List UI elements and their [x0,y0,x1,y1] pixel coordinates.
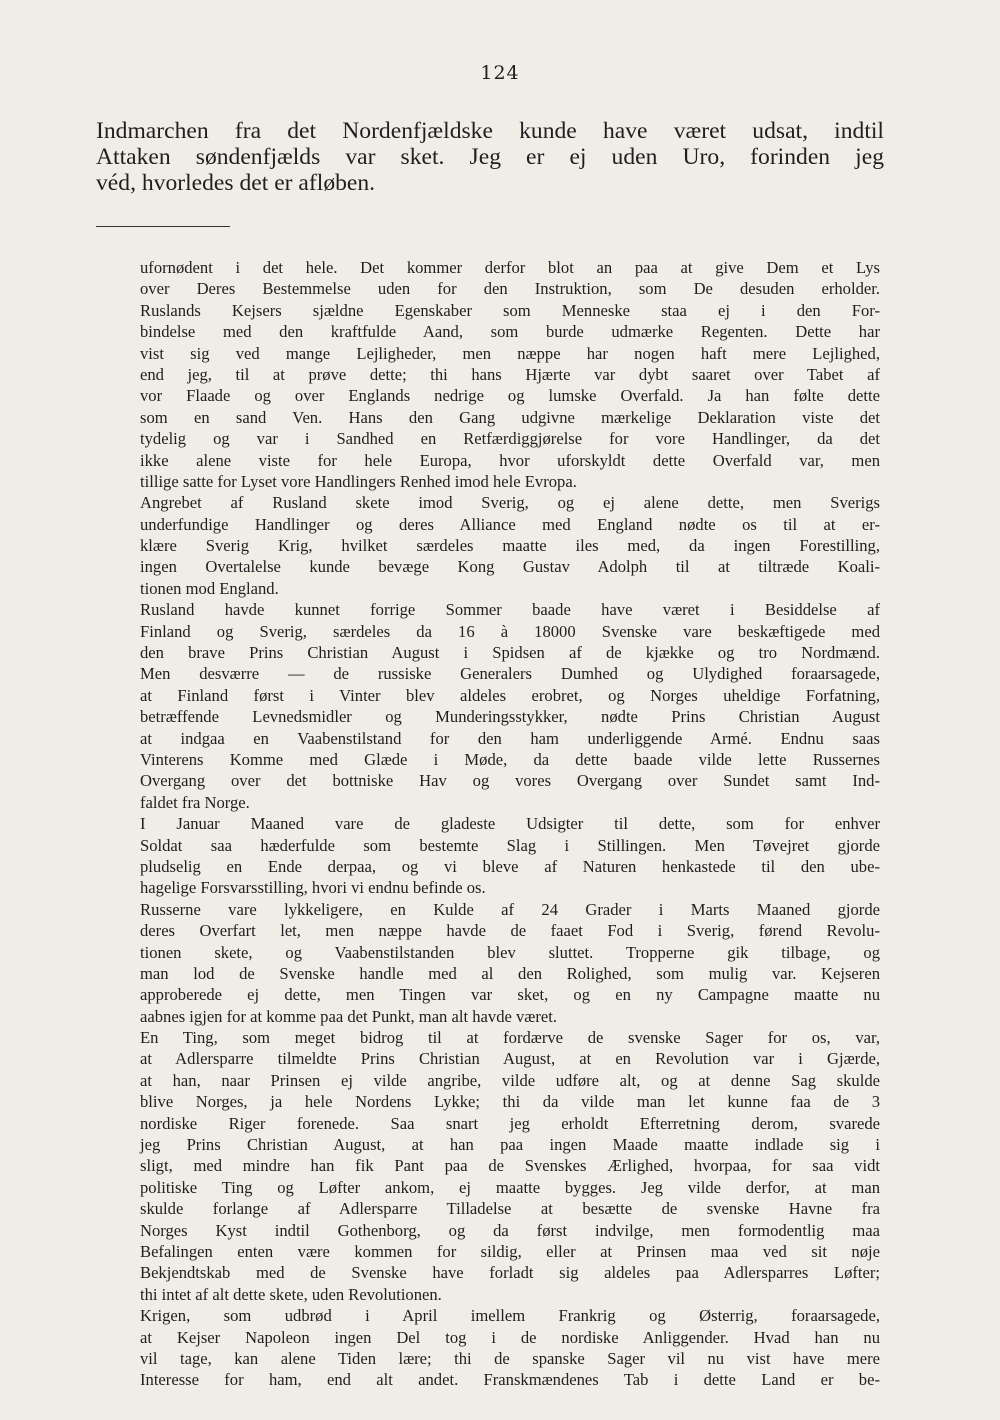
text-line: Attaken søndenfjælds var sket. Jeg er ej uden Uro, forinden jeg [96,144,884,170]
text-line: at Finland først i Vinter blev aldeles erobret, og Norges uheldige Forfatning, [140,685,880,705]
text-line: blive Norges, ja hele Nordens Lykke; thi da vilde man let kunne faa de 3 [140,1092,880,1112]
text-line: Men desværre — de russiske Generalers Dumhed og Ulydighed foraarsagede, [140,664,880,684]
text-line: Ruslands Kejsers sjældne Egenskaber som Menneske staa ej i den For- [140,300,880,320]
text-line: at han, naar Prinsen ej vilde angribe, vilde udføre alt, og at denne Sag skulde [140,1070,880,1090]
text-line: at Adlersparre tilmeldte Prins Christian August, at en Revolution var i Gjærde, [140,1049,880,1069]
text-line: bindelse med den kraftfulde Aand, som burde udmærke Regenten. Dette har [140,322,880,342]
text-line: pludselig en Ende derpaa, og vi bleve af Naturen henkastede til den ube- [140,856,880,876]
text-line: Vinterens Komme med Glæde i Møde, da dette baade vilde lette Russernes [140,749,880,769]
text-line: den brave Prins Christian August i Spidsen af de kjække og tro Nordmænd. [140,643,880,663]
text-line: sligt, med mindre han fik Pant paa de Svenskes Ærlighed, hvorpaa, for saa vidt [140,1156,880,1176]
text-line: man lod de Svenske handle med al den Rolighed, som mulig var. Kejseren [140,963,880,983]
text-line: aabnes igjen for at komme paa det Punkt, man alt havde været. [140,1006,558,1026]
text-line: vil tage, kan alene Tiden lære; thi de spanske Sager vil nu vist have mere [140,1348,880,1368]
page-number: 124 [480,62,520,84]
text-line: ufornødent i det hele. Det kommer derfor blot an paa at give Dem et Lys [140,258,880,277]
text-line: Angrebet af Rusland skete imod Sverig, og ej alene dette, men Sverigs [140,493,880,513]
text-line: end jeg, til at prøve dette; thi hans Hjærte var dybt saaret over Tabet af [140,364,880,384]
text-line: vor Flaade og over Englands nedrige og lumske Overfald. Ja han følte dette [140,386,880,406]
text-line: Interesse for ham, end alt andet. Franskmændenes Tab i dette Land er be- [140,1370,880,1390]
text-line: nordiske Riger forenede. Saa snart jeg erholdt Efterretning derom, svarede [140,1113,880,1133]
text-line: En Ting, som meget bidrog til at fordærve de svenske Sager for os, var, [140,1028,880,1048]
text-line: jeg Prins Christian August, at han paa ingen Maade maatte indlade sig i [140,1135,880,1155]
text-line: som en sand Ven. Hans den Gang udgivne mærkelige Deklaration viste det [140,407,880,427]
text-line: Rusland havde kunnet forrige Sommer baade have været i Besiddelse af [140,600,880,620]
text-line: Krigen, som udbrød i April imellem Frankrig og Østerrig, foraarsagede, [140,1306,880,1326]
text-line: faldet fra Norge. [140,792,250,812]
text-line: Befalingen enten være kommen for sildig, eller at Prinsen maa ved sit nøje [140,1241,880,1261]
text-line: at Kejser Napoleon ingen Del tog i de nordiske Anliggender. Hvad han nu [140,1327,880,1347]
text-line: over Deres Bestemmelse uden for den Instruktion, som De desuden erholder. [140,279,880,299]
text-line: I Januar Maaned vare de gladeste Udsigter til dette, som for enhver [140,814,880,834]
text-line: Russerne vare lykkeligere, en Kulde af 24 Grader i Marts Maaned gjorde [140,899,880,919]
body-text [140,257,880,1391]
text-line: at indgaa en Vaabenstilstand for den ham underliggende Armé. Endnu saas [140,728,880,748]
text-line: deres Overfart let, men næppe havde de faaet Fod i Sverig, førend Revolu- [140,921,880,941]
text-line: politiske Ting og Løfter ankom, ej maatte bygges. Jeg vilde derfor, at man [140,1177,880,1197]
letter-ending [96,118,884,196]
text-line: vist sig ved mange Lejligheder, men næppe har nogen haft mere Lejlighed, [140,343,880,363]
section-divider [96,226,230,227]
text-line: approberede ej dette, men Tingen var sket, og en ny Campagne maatte nu [140,985,880,1005]
text-line: Soldat saa hæderfulde som bestemte Slag i Stillingen. Men Tøvejret gjorde [140,835,880,855]
text-line: véd, hvorledes det er afløben. [96,170,376,196]
text-line: betræffende Levnedsmidler og Munderingsstykker, nødte Prins Christian August [140,707,880,727]
text-line: Overgang over det bottniske Hav og vores Overgang over Sundet samt Ind- [140,771,880,791]
text-line: Norges Kyst indtil Gothenborg, og da først indvilge, men formodentlig maa [140,1220,880,1240]
text-line: tillige satte for Lyset vore Handlingers Renhed imod hele Evropa. [140,471,577,491]
text-line: tionen skete, og Vaabenstilstanden blev sluttet. Tropperne gik tilbage, og [140,942,880,962]
text-line: ikke alene viste for hele Europa, hvor uforskyldt dette Overfald var, men [140,450,880,470]
text-line: Finland og Sverig, særdeles da 16 à 18000 Svenske vare beskæftigede med [140,621,880,641]
text-line: thi intet af alt dette skete, uden Revolutionen. [140,1284,442,1304]
text-line: ingen Overtalelse kunde bevæge Kong Gustav Adolph til at tiltræde Koali- [140,557,880,577]
text-line: klære Sverig Krig, hvilket særdeles maatte iles med, da ingen Forestilling, [140,536,880,556]
text-line: tydelig og var i Sandhed en Retfærdiggjørelse for vore Handlinger, da det [140,429,880,449]
text-line: hagelige Forsvarsstilling, hvori vi endnu befinde os. [140,878,486,898]
text-line: skulde forlange af Adlersparre Tilladelse at besætte de svenske Havne fra [140,1199,880,1219]
text-line: Indmarchen fra det Nordenfjældske kunde have været udsat, indtil [96,118,884,144]
text-line: Bekjendtskab med de Svenske have forladt sig aldeles paa Adlersparres Løfter; [140,1263,880,1283]
text-line: tionen mod England. [140,578,279,598]
text-line: underfundige Handlinger og deres Alliance med England nødte os til at er- [140,514,880,534]
